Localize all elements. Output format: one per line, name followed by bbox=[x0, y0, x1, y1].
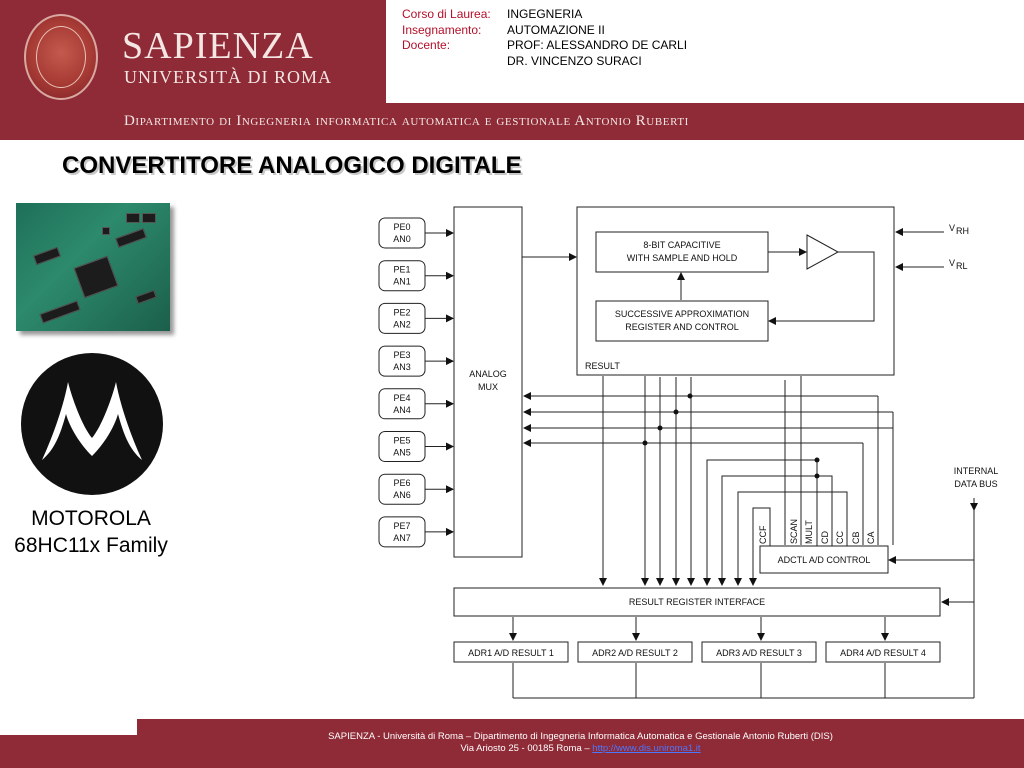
department-band bbox=[0, 103, 1024, 140]
university-logo-panel bbox=[0, 0, 386, 103]
course-info-row bbox=[402, 23, 687, 39]
sample-hold-label-line2: WITH SAMPLE AND HOLD bbox=[626, 253, 738, 263]
motorola-caption bbox=[0, 505, 182, 559]
adr-label: ADR1 A/D RESULT 1 bbox=[468, 648, 554, 658]
result-interface-label: RESULT REGISTER INTERFACE bbox=[628, 597, 766, 607]
port-an-label: AN5 bbox=[393, 447, 411, 458]
control-bit-label: MULT bbox=[804, 520, 814, 544]
course-info-value: AUTOMAZIONE II bbox=[507, 22, 605, 37]
course-info-key bbox=[402, 54, 507, 70]
port-an-label: AN3 bbox=[393, 362, 411, 373]
internal-bus-label-line1: INTERNAL bbox=[953, 466, 999, 476]
adr-label: ADR4 A/D RESULT 4 bbox=[840, 648, 926, 658]
port-pe-label: PE7 bbox=[393, 520, 411, 531]
motorola-caption-line2: 68HC11x Family bbox=[14, 534, 168, 557]
port-pe-label: PE6 bbox=[393, 478, 411, 489]
vrh-label: V bbox=[949, 223, 956, 233]
port-an-label: AN6 bbox=[393, 490, 411, 501]
course-info-row bbox=[402, 54, 687, 70]
motorola-logo-icon bbox=[20, 352, 164, 501]
sar-label-line2: REGISTER AND CONTROL bbox=[625, 322, 739, 332]
university-name: SAPIENZA bbox=[122, 25, 314, 67]
circuit-board-photo bbox=[16, 203, 170, 331]
course-info-value: DR. VINCENZO SURACI bbox=[507, 53, 642, 68]
course-info-row bbox=[402, 7, 687, 23]
adctl-label: ADCTL A/D CONTROL bbox=[777, 555, 871, 565]
control-bit-label: SCAN bbox=[789, 518, 799, 544]
control-bit-label: CD bbox=[820, 531, 830, 544]
department-name: Dipartimento di Ingegneria informatica automatica e gestionale Antonio Ruberti bbox=[124, 113, 689, 129]
footer bbox=[137, 719, 1024, 768]
sar-block bbox=[596, 301, 768, 341]
adr-label: ADR2 A/D RESULT 2 bbox=[592, 648, 678, 658]
course-info-value: PROF: ALESSANDRO DE CARLI bbox=[507, 38, 688, 52]
motorola-caption-line1: MOTOROLA bbox=[31, 507, 151, 530]
footer-address-line1: SAPIENZA - Università di Roma – Dipartimento di Ingegneria Informatica Automatica e Gestionale Antonio Ruberti (DIS) bbox=[328, 731, 833, 742]
port-an-label: AN4 bbox=[393, 404, 411, 415]
course-info-key: Corso di Laurea: bbox=[402, 7, 491, 21]
result-label: RESULT bbox=[585, 361, 620, 371]
course-info-value: INGEGNERIA bbox=[507, 7, 583, 21]
control-bit-label: CC bbox=[835, 531, 845, 544]
university-subtitle: UNIVERSITÀ DI ROMA bbox=[124, 67, 332, 87]
sample-hold-block bbox=[596, 232, 768, 272]
footer-address-line2 bbox=[137, 743, 1024, 754]
control-bit-label: CCF bbox=[758, 525, 768, 544]
slide-title: CONVERTITORE ANALOGICO DIGITALE bbox=[62, 152, 522, 179]
port-an-label: AN0 bbox=[393, 234, 411, 244]
mux-label-line2: MUX bbox=[478, 382, 498, 392]
internal-bus-label-line2: DATA BUS bbox=[954, 479, 998, 489]
port-an-label: AN2 bbox=[393, 319, 411, 330]
course-info-row bbox=[402, 38, 687, 54]
vrl-label: V bbox=[949, 258, 956, 268]
control-bit-label: CA bbox=[866, 531, 876, 544]
port-an-label: AN7 bbox=[393, 532, 411, 543]
university-seal-icon bbox=[24, 14, 98, 100]
mux-label-line1: ANALOG bbox=[469, 369, 507, 379]
sar-label-line1: SUCCESSIVE APPROXIMATION bbox=[614, 309, 750, 319]
adr-label: ADR3 A/D RESULT 3 bbox=[716, 648, 802, 658]
port-pins bbox=[379, 218, 453, 547]
port-pe-label: PE2 bbox=[393, 307, 411, 318]
port-pe-label: PE1 bbox=[393, 264, 411, 275]
footer-street: Via Ariosto 25 - 00185 Roma – bbox=[460, 743, 593, 754]
vrh-subscript: RH bbox=[956, 226, 969, 236]
port-pe-label: PE3 bbox=[393, 350, 411, 361]
port-pe-label: PE0 bbox=[393, 222, 411, 232]
adc-block-diagram bbox=[370, 200, 1010, 705]
course-info bbox=[402, 7, 687, 69]
vrl-subscript: RL bbox=[956, 261, 968, 271]
course-info-key: Docente: bbox=[402, 38, 451, 52]
course-info-key: Insegnamento: bbox=[402, 22, 482, 37]
footer-left-band bbox=[0, 735, 137, 768]
port-an-label: AN1 bbox=[393, 276, 411, 287]
port-pe-label: PE4 bbox=[393, 392, 411, 403]
control-bit-label: CB bbox=[851, 531, 861, 544]
port-pe-label: PE5 bbox=[393, 435, 411, 446]
footer-website-link[interactable]: http://www.dis.uniroma1.it bbox=[592, 743, 701, 754]
sample-hold-label-line1: 8-BIT CAPACITIVE bbox=[643, 240, 721, 250]
